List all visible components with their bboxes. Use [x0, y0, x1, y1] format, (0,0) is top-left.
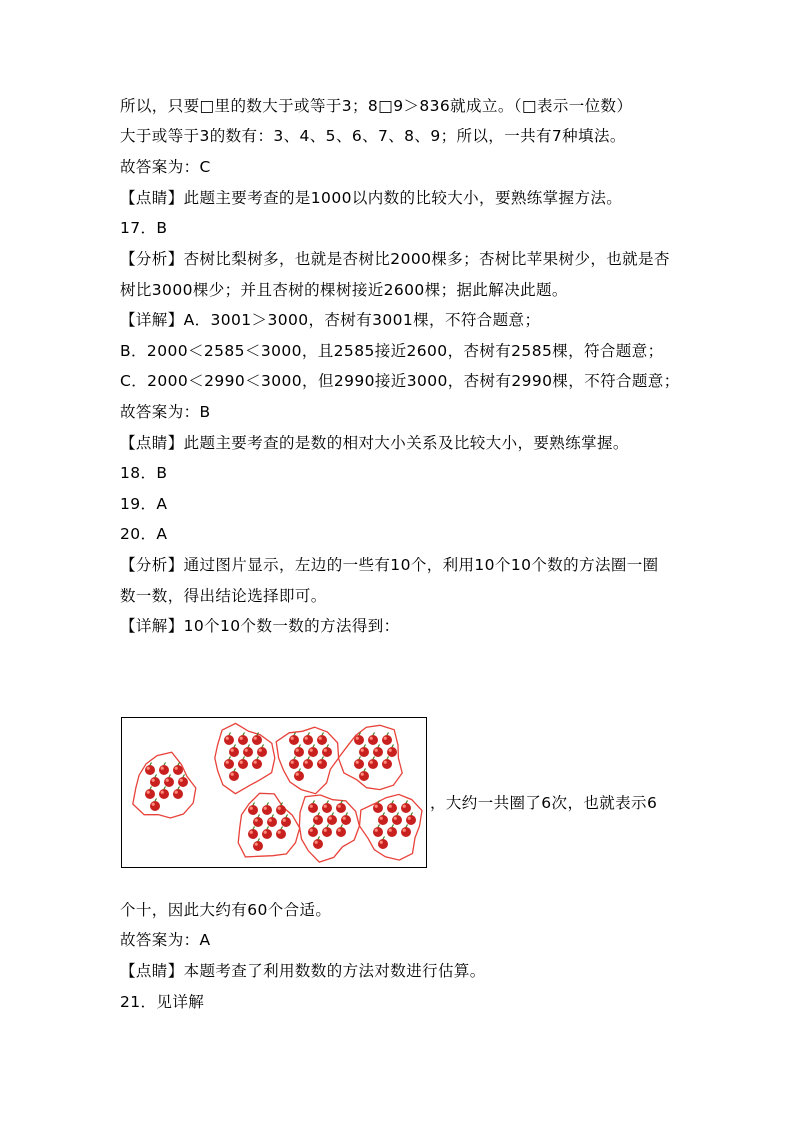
text-line-14: 19．A: [120, 495, 168, 513]
apple-icon: [229, 745, 239, 758]
apple-icon: [164, 775, 174, 788]
apple-icon: [359, 769, 369, 782]
apple-group-4: [338, 725, 402, 789]
group-circle-outline: [338, 725, 402, 789]
apple-icon: [262, 803, 272, 816]
apple-group-2: [215, 723, 275, 793]
apple-icon: [368, 733, 378, 746]
apple-group-1: [133, 752, 196, 818]
text-line-18: 【详解】10个10个数一数的方法得到：: [120, 617, 400, 635]
apple-icon: [373, 801, 383, 814]
text-line-6: 【分析】杏树比梨树多，也就是杏树比2000棵多；杏树比苹果树少，也就是杏: [120, 250, 670, 268]
apple-icon: [341, 813, 351, 826]
apple-icon: [253, 815, 263, 828]
apple-icon: [276, 827, 286, 840]
apple-icon: [252, 757, 262, 770]
apple-icon: [150, 775, 160, 788]
apple-icon: [248, 803, 258, 816]
apple-icon: [373, 825, 383, 838]
apple-group-7: [360, 794, 423, 860]
apple-groups-figure: [121, 717, 427, 868]
apple-icon: [336, 825, 346, 838]
apple-groups-drawing: [122, 718, 426, 867]
text-line-16: 【分析】通过图片显示，左边的一些有10个，利用10个10个数的方法圈一圈: [120, 556, 659, 574]
apple-icon: [359, 745, 369, 758]
apple-icon: [294, 769, 304, 782]
apple-icon: [145, 763, 155, 776]
apple-icon: [322, 801, 332, 814]
text-line-22: 21．见详解: [120, 993, 205, 1011]
apple-icon: [313, 837, 323, 850]
apple-icon: [159, 787, 169, 800]
apple-icon: [159, 763, 169, 776]
apple-icon: [308, 825, 318, 838]
text-line-10: C．2000＜2990＜3000，但2990接近3000，杏树有2990棵，不符合题意；: [120, 372, 680, 390]
apple-icon: [289, 733, 299, 746]
text-line-11: 故答案为：B: [120, 403, 211, 421]
apple-icon: [173, 787, 183, 800]
apple-icon: [368, 757, 378, 770]
text-line-3: 故答案为：C: [120, 158, 211, 176]
apple-icon: [327, 813, 337, 826]
apple-icon: [406, 813, 416, 826]
figure-caption: ，大约一共圈了6次，也就表示6: [430, 794, 658, 812]
apple-icon: [382, 757, 392, 770]
apple-icon: [313, 813, 323, 826]
apple-icon: [378, 813, 388, 826]
apple-icon: [281, 815, 291, 828]
text-line-17: 数一数，得出结论选择即可。: [120, 587, 327, 605]
group-circle-outline: [215, 723, 275, 793]
apple-icon: [224, 733, 234, 746]
apple-icon: [224, 757, 234, 770]
text-line-13: 18．B: [120, 464, 168, 482]
apple-icon: [322, 745, 332, 758]
apple-icon: [392, 813, 402, 826]
apple-group-5: [238, 793, 300, 857]
apple-icon: [262, 827, 272, 840]
text-line-15: 20．A: [120, 525, 168, 543]
text-line-19: 个十，因此大约有60个合适。: [120, 901, 332, 919]
apple-icon: [289, 757, 299, 770]
apple-icon: [354, 733, 364, 746]
apple-icon: [229, 769, 239, 782]
apple-icon: [303, 733, 313, 746]
apple-icon: [145, 787, 155, 800]
apple-icon: [322, 825, 332, 838]
apple-icon: [150, 799, 160, 812]
apple-icon: [354, 757, 364, 770]
apple-icon: [257, 745, 267, 758]
text-line-1: 所以，只要□里的数大于或等于3；8□9＞836就成立。（□表示一位数）: [120, 97, 633, 115]
apple-icon: [401, 825, 411, 838]
apple-icon: [382, 733, 392, 746]
apple-icon: [248, 827, 258, 840]
apple-icon: [303, 757, 313, 770]
apple-icon: [387, 825, 397, 838]
apple-icon: [387, 745, 397, 758]
text-line-20: 故答案为：A: [120, 931, 211, 949]
apple-icon: [267, 815, 277, 828]
text-line-5: 17．B: [120, 219, 168, 237]
apple-icon: [308, 801, 318, 814]
apple-icon: [378, 837, 388, 850]
apple-icon: [238, 757, 248, 770]
text-line-2: 大于或等于3的数有：3、4、5、6、7、8、9；所以，一共有7种填法。: [120, 127, 626, 145]
text-line-21: 【点睛】本题考查了利用数数的方法对数进行估算。: [120, 962, 486, 980]
text-line-7: 树比3000棵少；并且杏树的棵树接近2600棵；据此解决此题。: [120, 281, 568, 299]
apple-icon: [401, 801, 411, 814]
apple-group-3: [276, 727, 338, 794]
apple-icon: [243, 745, 253, 758]
apple-group-6: [299, 795, 359, 862]
apple-icon: [336, 801, 346, 814]
apple-icon: [276, 803, 286, 816]
text-line-4: 【点睛】此题主要考查的是1000以内数的比较大小，要熟练掌握方法。: [120, 189, 623, 207]
apple-icon: [294, 745, 304, 758]
apple-icon: [317, 757, 327, 770]
text-line-9: B．2000＜2585＜3000，且2585接近2600，杏树有2585棵，符合题意；: [120, 342, 664, 360]
apple-icon: [387, 801, 397, 814]
apple-icon: [238, 733, 248, 746]
apple-icon: [317, 733, 327, 746]
apple-icon: [373, 745, 383, 758]
apple-icon: [308, 745, 318, 758]
apple-icon: [253, 839, 263, 852]
text-line-12: 【点睛】此题主要考查的是数的相对大小关系及比较大小，要熟练掌握。: [120, 434, 629, 452]
text-line-8: 【详解】A．3001＞3000，杏树有3001棵，不符合题意；: [120, 311, 541, 329]
